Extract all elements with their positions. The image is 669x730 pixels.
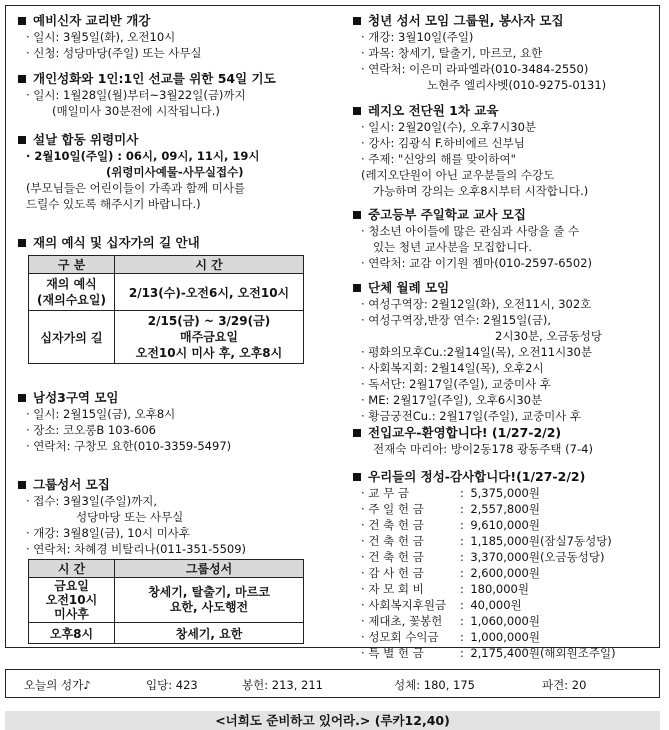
donation-row: · 특 별 헌 금 : 2,175,400원(해외원조주일) [361,646,616,660]
column-header: 시 간 [29,560,115,578]
text-line: (매일미사 30분전에 시작됩니다.) [52,104,220,118]
district-meeting-section [16,389,334,454]
section-title: 그룹성서 모집 [33,477,110,492]
table-row [29,578,304,623]
table-row [29,274,304,311]
bullet-square-icon [18,136,26,144]
text-line: 노현주 엘리사벳(010-9275-0131) [427,78,607,92]
text-line: 성당마당 또는 사무실 [76,510,184,524]
section-title: 개인성화와 1인:1인 선교를 위한 54일 기도 [33,71,276,86]
text-line: · 사회복지회: 2월14일(목), 오후2시 [361,361,544,375]
cell-text: 요한, 사도행전 [169,600,249,614]
text-line: · 평화의모후Cu.:2월14일(목), 오전11시30분 [361,345,592,359]
text-line: 2시30분, 오금동성당 [495,329,603,343]
section-title: 남성3구역 모임 [33,390,119,405]
cell-text: 미사후 [54,607,89,621]
table-row [29,623,304,644]
cell-text: 2/15(금) ~ 3/29(금) [147,314,271,328]
bullet-square-icon [353,284,361,292]
bible-group-section [16,476,334,644]
text-line: · 주제: "신앙의 해를 맞이하여" [361,152,516,166]
youth-bible-section [351,12,656,93]
hymn-label: 오늘의 성가♪ [24,678,91,692]
bible-verse: <너희도 준비하고 있어라.> (루카12,40) [5,711,660,730]
group-table [28,559,304,644]
text-line: · ME: 2월17일(주일), 오후6시30분 [361,393,543,407]
donation-row: · 교 무 금 : 5,375,000원 [361,486,540,500]
bullet-square-icon [18,75,26,83]
section-title: 레지오 전단원 1차 교육 [368,103,499,118]
teacher-recruit-section [351,206,656,271]
column-header: 그룹성서 [115,560,304,578]
recessional-hymn: 파견: 20 [542,678,587,692]
cell-text: 창세기, 탈출기, 마르코 [148,585,270,599]
column-header: 구 분 [29,256,115,274]
offertory-hymn: 봉헌: 213, 211 [242,678,323,692]
text-line: · 과목: 창세기, 탈출기, 마르코, 요한 [361,46,543,60]
bullet-square-icon [353,429,361,437]
bullet-square-icon [353,473,361,481]
donation-row: · 건 축 헌 금 : 3,370,000원(오금동성당) [361,550,605,564]
text-line: · 강사: 김광식 F.하비에르 신부님 [361,136,525,150]
donation-row: · 건 축 헌 금 : 1,185,000원(잠실7동성당) [361,534,612,548]
bullet-square-icon [353,107,361,115]
ash-wednesday-section [16,234,334,364]
text-line: · 여성구역장,반장 연수: 2월15일(금), [361,313,552,327]
cell-text: 십자가의 길 [40,330,103,345]
section-title: 단체 월례 모임 [368,280,450,295]
donation-row: · 사회복지후원금 : 40,000원 [361,598,522,612]
hymn-bar [5,669,660,698]
donation-row: · 감 사 헌 금 : 2,600,000원 [361,566,540,580]
donation-row: · 자 모 회 비 : 180,000원 [361,582,529,596]
cell-text: 오전10시 미사 후, 오후8시 [135,346,283,360]
schedule-table [28,255,304,364]
cell-text: 2/13(수)-오전6시, 오전10시 [128,285,290,300]
bullet-square-icon [18,17,26,25]
text-line: · 연락처: 구창모 요한(010-3359-5497) [26,439,232,453]
donation-row: · 주 일 헌 금 : 2,557,800원 [361,502,540,516]
text-line: 가능하며 강의는 오후8시부터 시작합니다.) [373,184,589,198]
section-title: 예비신자 교리반 개강 [33,13,151,28]
cell-text: 오후8시 [49,626,94,641]
column-header: 시 간 [115,256,304,274]
donation-row: · 건 축 헌 금 : 9,610,000원 [361,518,540,532]
bullet-square-icon [18,239,26,247]
text-line: (위령미사예물-사무실접수) [106,165,244,179]
text-line: · 일시: 2월15일(금), 오후8시 [26,407,176,421]
text-line: · 연락처: 교감 이기원 젬마(010-2597-6502) [361,256,592,270]
text-line: · 황금궁전Cu.: 2월17일(주일), 교중미사 후 [361,409,582,423]
text-line: 드릴수 있도록 해주시기 바랍니다.) [26,197,201,211]
text-line: 전재숙 마리아: 방이2동178 광동주택 (7-4) [373,442,593,456]
text-line: · 장소: 코오롱B 103-606 [26,423,156,437]
prayer-section [16,70,334,119]
welcome-section [351,424,656,457]
text-line: · 여성구역장: 2월12일(화), 오전11시, 302호 [361,297,592,311]
cell-text: (재의수요일) [37,293,106,307]
text-line: · 개강: 3월8일(금), 10시 미사후 [26,526,191,540]
bullet-square-icon [18,481,26,489]
text-line: (부모님들은 어린이들이 가족과 함께 미사를 [26,181,246,195]
entrance-hymn: 입당: 423 [146,678,198,692]
text-line: · 일시: 3월5일(화), 오전10시 [26,30,176,44]
text-line: · 2월10일(주일) : 06시, 09시, 11시, 19시 [26,149,260,163]
text-line: · 독서단: 2월17일(주일), 교중미사 후 [361,377,552,391]
cell-text: 금요일 [54,579,89,593]
section-title: 우리들의 정성-감사합니다!(1/27-2/2) [368,469,586,484]
text-line: · 신청: 성당마당(주일) 또는 사무실 [26,46,202,60]
cell-text: 창세기, 요한 [175,626,243,641]
text-line: · 청소년 아이들에 많은 관심과 사랑을 줄 수 [361,224,580,238]
section-title: 중고등부 주일학교 교사 모집 [368,207,526,222]
cell-text: 매주금요일 [180,330,238,344]
donation-row: · 성모회 수익금 : 1,000,000원 [361,630,540,644]
text-line: 있는 청년 교사분을 모집합니다. [373,240,533,254]
donation-row: · 제대초, 꽃봉헌 : 1,060,000원 [361,614,540,628]
text-line: (레지오단원이 아닌 교우분들의 수강도 [361,168,555,182]
section-title: 전입교우-환영합니다! (1/27-2/2) [368,425,562,440]
text-line: · 일시: 2월20일(수), 오후7시30분 [361,120,537,134]
table-row [29,311,304,364]
text-line: · 연락처: 이은미 라파엘라(010-3484-2550) [361,62,589,76]
text-line: · 개강: 3월10일(주일) [361,30,474,44]
section-title: 설날 합동 위령미사 [33,132,139,147]
bullet-square-icon [18,394,26,402]
section-title: 재의 예식 및 십자가의 길 안내 [33,235,200,250]
legio-education-section [351,102,656,199]
text-line: · 일시: 1월28일(월)부터~3월22일(금)까지 [26,88,246,102]
section-title: 청년 성서 모임 그룹원, 봉사자 모집 [368,13,564,28]
memorial-mass-section [16,131,334,212]
bullet-square-icon [353,17,361,25]
cell-text: 오전10시 [45,593,98,607]
text-line: · 연락처: 차혜경 비탈리나(011-351-5509) [26,542,247,556]
communion-hymn: 성체: 180, 175 [394,678,475,692]
cell-text: 재의 예식 [46,277,97,291]
bullet-square-icon [353,211,361,219]
catechumen-section [16,12,334,61]
bulletin-frame [5,5,660,660]
text-line: · 접수: 3월3일(주일)까지, [26,494,157,508]
monthly-meeting-section [351,279,656,424]
donation-section [351,468,656,661]
